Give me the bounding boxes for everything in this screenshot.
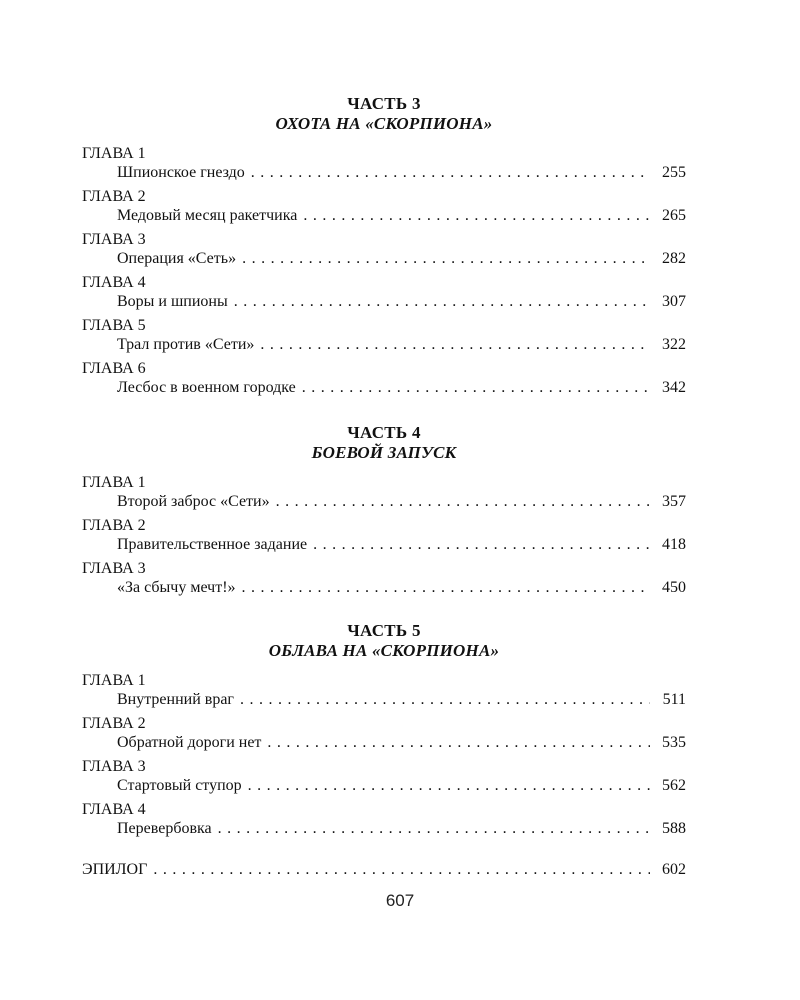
toc-entry — [82, 473, 686, 511]
part-heading — [82, 423, 686, 463]
dot-leader — [234, 292, 650, 311]
toc-entry — [82, 516, 686, 554]
dot-leader — [218, 819, 650, 838]
part-heading — [82, 621, 686, 661]
page-ref: 588 — [662, 820, 686, 837]
toc-line — [82, 492, 686, 511]
toc-entry — [82, 144, 686, 182]
toc-entry — [82, 187, 686, 225]
toc-line — [82, 860, 686, 879]
toc-entry — [82, 757, 686, 795]
toc-line — [82, 378, 686, 397]
epilogue-title: ЭПИЛОГ — [82, 861, 148, 878]
chapter-title: «За сбычу мечт!» — [117, 579, 236, 596]
chapter-label: ГЛАВА 1 — [82, 672, 146, 689]
toc-entry — [82, 671, 686, 709]
page-ref: 307 — [662, 293, 686, 310]
dot-leader — [276, 492, 650, 511]
chapter-title: Обратной дороги нет — [117, 734, 262, 751]
toc-part-4 — [82, 423, 686, 597]
toc-line — [82, 776, 686, 795]
toc-entry — [82, 800, 686, 838]
dot-leader — [242, 249, 650, 268]
dot-leader — [248, 776, 650, 795]
page-ref: 562 — [662, 777, 686, 794]
chapter-label: ГЛАВА 3 — [82, 231, 146, 248]
chapter-title: Перевербовка — [117, 820, 212, 837]
dot-leader — [313, 535, 650, 554]
part-heading — [82, 94, 686, 134]
toc-line — [82, 535, 686, 554]
dot-leader — [260, 335, 650, 354]
page-ref: 535 — [662, 734, 686, 751]
dot-leader — [302, 378, 650, 397]
toc-line — [82, 733, 686, 752]
chapter-title: Внутренний враг — [117, 691, 234, 708]
dot-leader — [303, 206, 650, 225]
page-ref: 282 — [662, 250, 686, 267]
chapter-title: Трал против «Сети» — [117, 336, 255, 353]
toc-line — [82, 819, 686, 838]
page-ref: 602 — [662, 861, 686, 878]
chapter-title: Операция «Сеть» — [117, 250, 237, 267]
toc-line — [82, 249, 686, 268]
dot-leader — [240, 690, 650, 709]
toc-part-3 — [82, 94, 686, 397]
toc-line — [82, 206, 686, 225]
chapter-label: ГЛАВА 5 — [82, 317, 146, 334]
dot-leader — [153, 860, 650, 879]
chapter-title: Лесбос в военном городке — [117, 379, 296, 396]
toc-entry — [82, 273, 686, 311]
dot-leader — [267, 733, 650, 752]
chapter-title: Стартовый ступор — [117, 777, 242, 794]
toc-entry — [82, 559, 686, 597]
page-ref: 342 — [662, 379, 686, 396]
toc-line — [82, 335, 686, 354]
toc-line — [82, 163, 686, 182]
part-number: ЧАСТЬ 4 — [347, 423, 421, 442]
chapter-label: ГЛАВА 1 — [82, 145, 146, 162]
table-of-contents — [82, 94, 686, 879]
page-ref: 357 — [662, 493, 686, 510]
part-title: БОЕВОЙ ЗАПУСК — [311, 443, 457, 462]
part-number: ЧАСТЬ 5 — [347, 621, 421, 640]
part-title: ОХОТА НА «СКОРПИОНА» — [275, 114, 493, 133]
toc-line — [82, 292, 686, 311]
page-ref: 511 — [662, 691, 686, 708]
toc-epilogue — [82, 860, 686, 879]
page-ref: 322 — [662, 336, 686, 353]
chapter-title: Шпионское гнездо — [117, 164, 245, 181]
toc-entry — [82, 316, 686, 354]
chapter-title: Воры и шпионы — [117, 293, 228, 310]
toc-line — [82, 578, 686, 597]
dot-leader — [242, 578, 650, 597]
toc-line — [82, 690, 686, 709]
toc-part-5 — [82, 621, 686, 838]
chapter-label: ГЛАВА 2 — [82, 517, 146, 534]
chapter-title: Второй заброс «Сети» — [117, 493, 270, 510]
toc-entry — [82, 359, 686, 397]
chapter-label: ГЛАВА 3 — [82, 758, 146, 775]
chapter-label: ГЛАВА 6 — [82, 360, 146, 377]
chapter-label: ГЛАВА 2 — [82, 715, 146, 732]
part-number: ЧАСТЬ 3 — [347, 94, 421, 113]
page-ref: 418 — [662, 536, 686, 553]
page-ref: 255 — [662, 164, 686, 181]
chapter-label: ГЛАВА 2 — [82, 188, 146, 205]
page-number: 607 — [385, 891, 415, 910]
dot-leader — [251, 163, 650, 182]
chapter-label: ГЛАВА 4 — [82, 274, 146, 291]
chapter-label: ГЛАВА 1 — [82, 474, 146, 491]
part-title: ОБЛАВА НА «СКОРПИОНА» — [268, 641, 500, 660]
page-ref: 265 — [662, 207, 686, 224]
chapter-title: Правительственное задание — [117, 536, 308, 553]
toc-entry — [82, 230, 686, 268]
chapter-label: ГЛАВА 4 — [82, 801, 146, 818]
toc-entry — [82, 714, 686, 752]
chapter-title: Медовый месяц ракетчика — [117, 207, 298, 224]
page-ref: 450 — [662, 579, 686, 596]
chapter-label: ГЛАВА 3 — [82, 560, 146, 577]
